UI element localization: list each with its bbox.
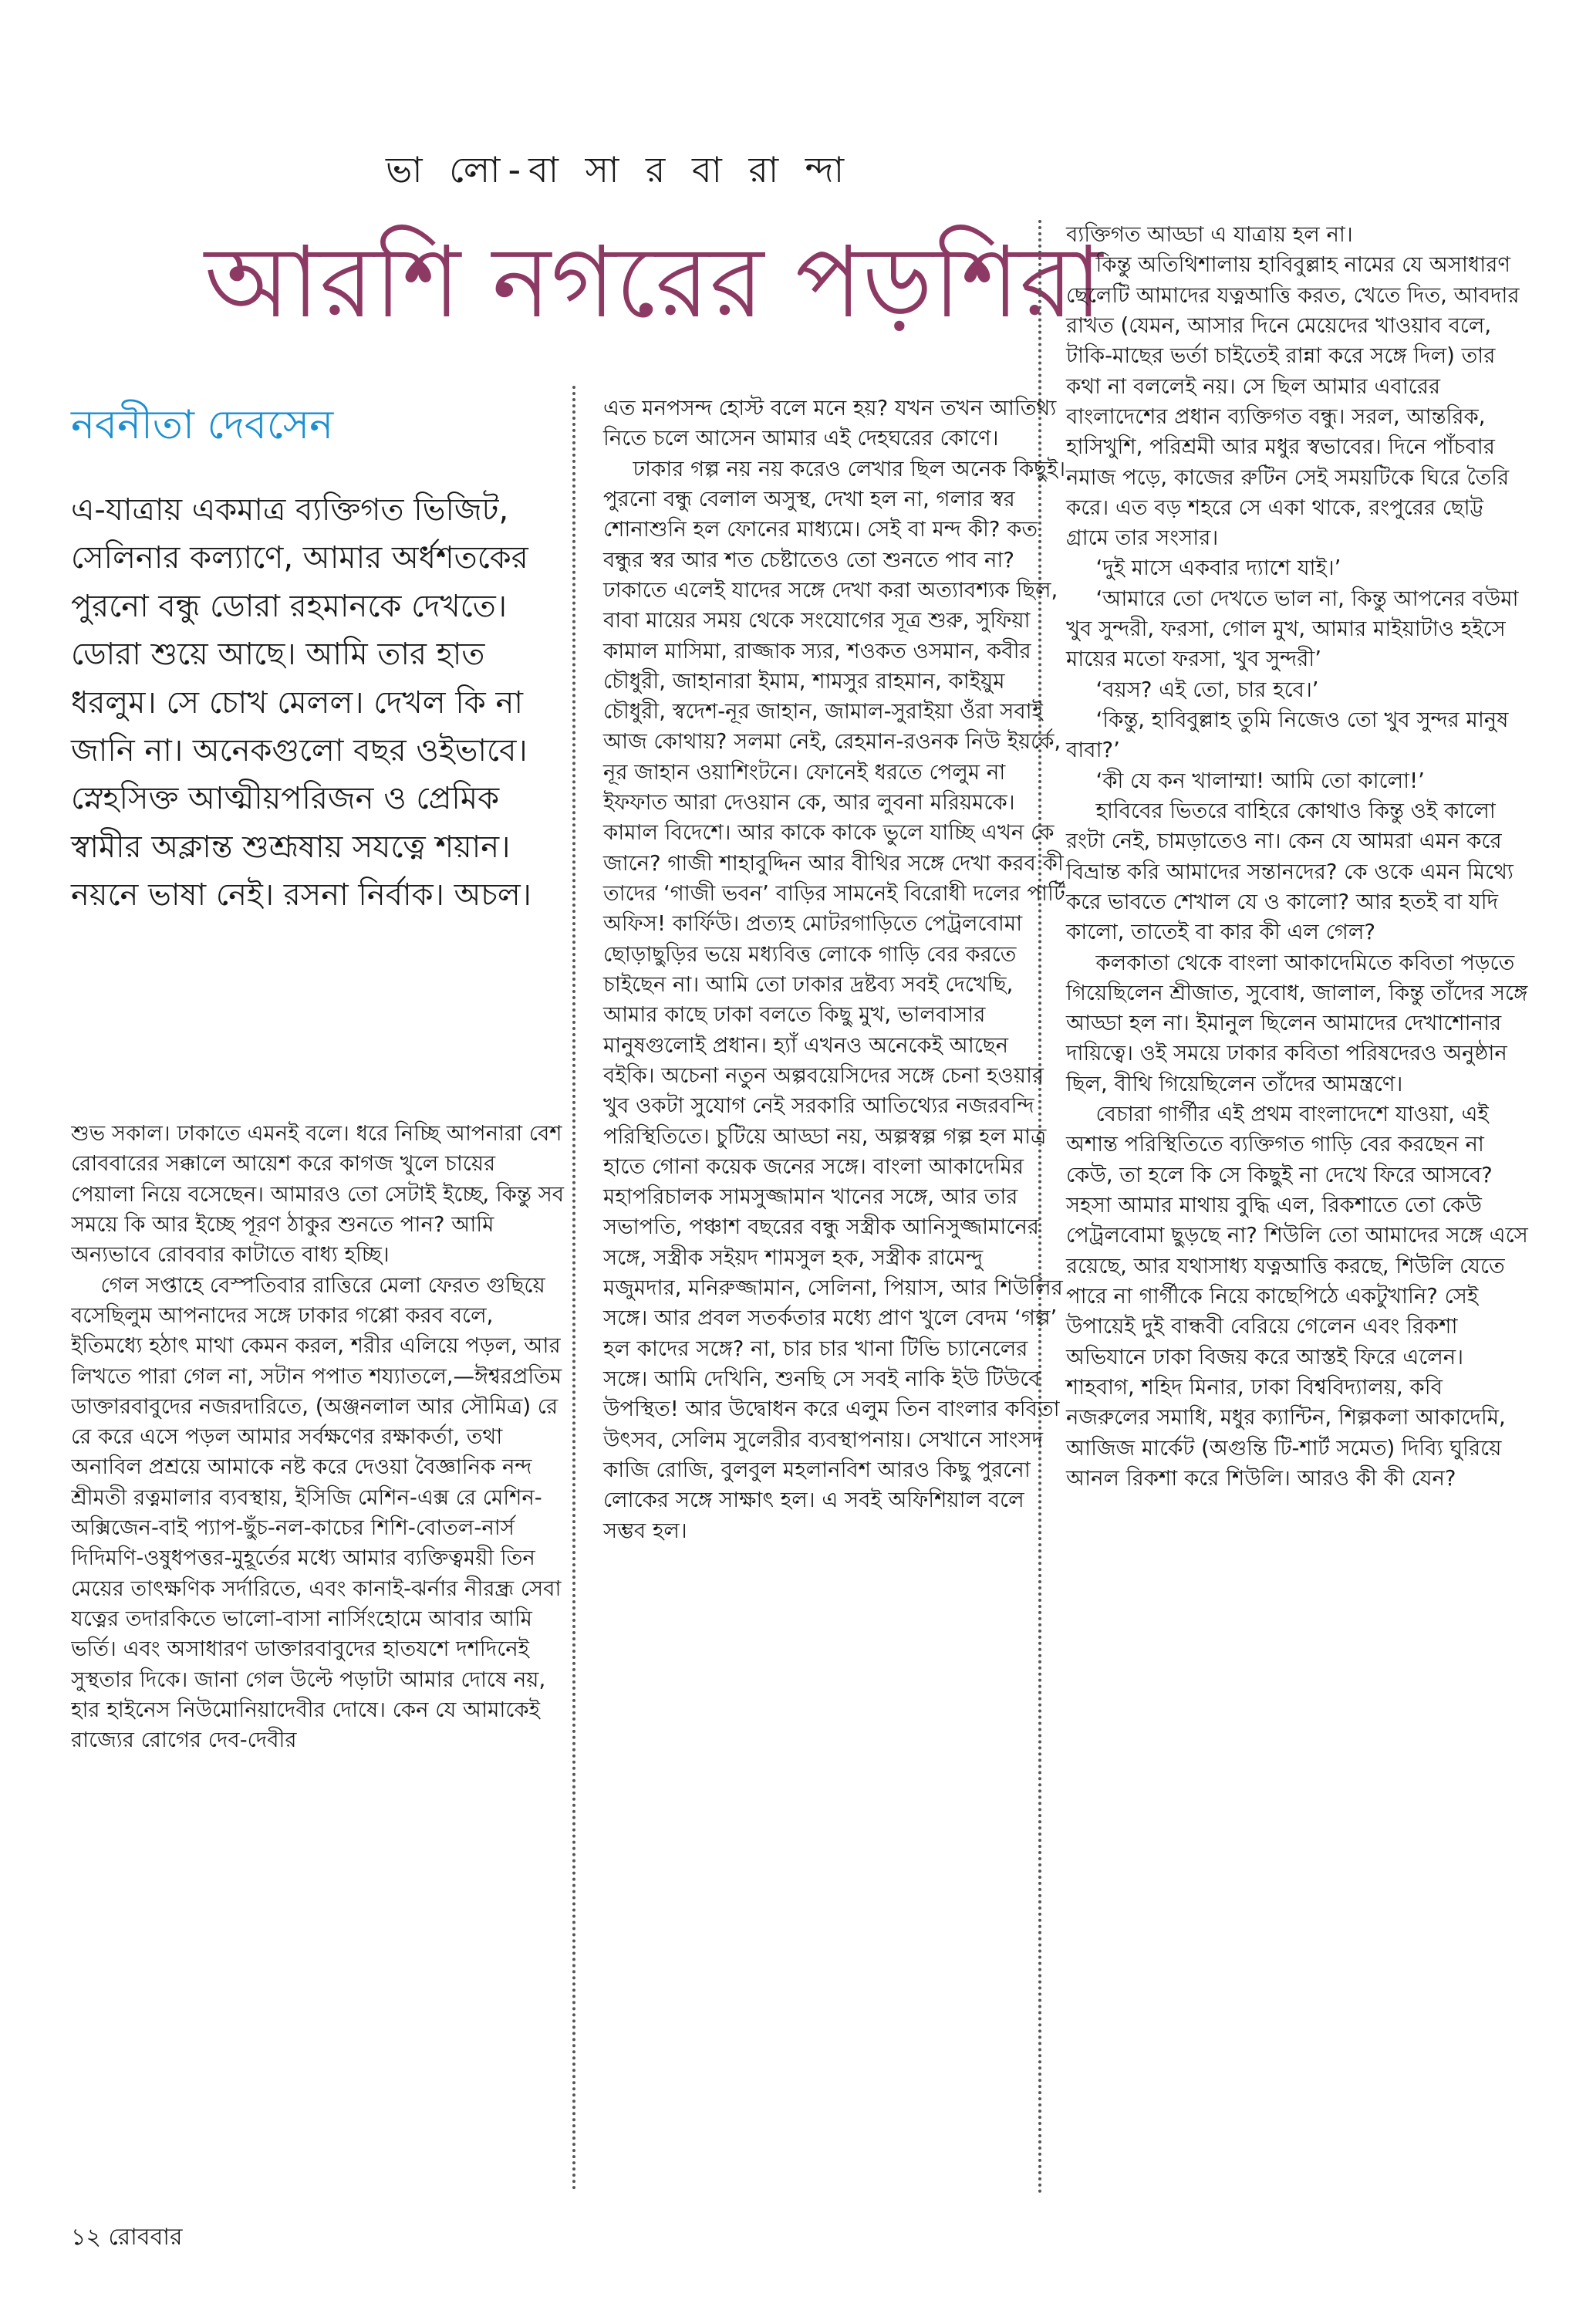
body-paragraph: ‘বয়স? এই তো, চার হবে।’ bbox=[1095, 677, 1319, 702]
body-paragraph: বেচারা গার্গীর এই প্রথম বাংলাদেশে যাওয়া, এই অশান্ত পরিস্থিতিতে ব্যক্তিগত গাড়ি বের করছেন না কেউ, তা হলে কি সে কিছুই না দেখে ফিরে আসবে? সহসা আমার মাথায় বুদ্ধি এল, রিকশাতে তো কেউ পেট্রলবোমা ছুড়ছে না? শিউলি তো আমাদের সঙ্গে এসে রয়েছে, আর যথাসাধ্য যত্নআত্তি করছে, শিউলি যেতে পারে না গার্গীকে নিয়ে কাছেপিঠে একটুখানি? সেই উপায়েই দুই বান্ধবী বেরিয়ে গেলেন এবং রিকশা অভিযানে ঢাকা বিজয় করে আস্তই ফিরে এলেন। শাহবাগ, শহিদ মিনার, ঢাকা বিশ্ববিদ্যালয়, কবি নজরুলের সমাধি, মধুর ক্যান্টিন, শিল্পকলা আকাদেমি, আজিজ মার্কেট (অগুন্তি টি-শার্ট সমেত) দিব্যি ঘুরিয়ে আনল রিকশা করে শিউলি। আরও কী কী যেন? bbox=[1066, 1102, 1528, 1491]
body-paragraph: গেল সপ্তাহে বেস্পতিবার রাত্তিরে মেলা ফেরত গুছিয়ে বসেছিলুম আপনাদের সঙ্গে ঢাকার গপ্পো করব বলে, ইতিমধ্যে হঠাৎ মাথা কেমন করল, শরীর এলিয়ে পড়ল, আর লিখতে পারা গেল না, সটান পপাত শয্যাতলে,—ঈশ্বরপ্রতিম ডাক্তারবাবুদের নজরদারিতে, (অঞ্জনলাল আর সৌমিত্র) রে রে করে এসে পড়ল আমার সর্বক্ষণের রক্ষাকর্তা, তথা অনাবিল প্রশ্রয়ে আমাকে নষ্ট করে দেওয়া বৈজ্ঞানিক নন্দ শ্রীমতী রত্নমালার ব্যবস্থায়, ইসিজি মেশিন-এক্স রে মেশিন-অক্সিজেন-বাই প্যাপ-ছুঁচ-নল-কাচের শিশি-বোতল-নার্স দিদিমণি-ওষুধপত্তর-মুহূর্তের মধ্যে আমার ব্যক্তিত্বময়ী তিন মেয়ের তাৎক্ষণিক সর্দারিতে, এবং কানাই-ঝর্নার নীরন্ধ্র সেবা যত্নের তদারকিতে ভালো-বাসা নার্সিংহোমে আবার আমি ভর্তি। এবং অসাধারণ ডাক্তারবাবুদের হাতযশে দশদিনেই সুস্থতার দিকে। জানা গেল উল্টে পড়াটা আমার দোষে নয়, হার হাইনেস নিউমোনিয়াদেবীর দোষে। কেন যে আমাকেই রাজ্যের রোগের দেব-দেবীর bbox=[71, 1272, 562, 1753]
column-divider bbox=[572, 386, 575, 2191]
body-paragraph: ব্যক্তিগত আড্ডা এ যাত্রায় হল না। bbox=[1066, 222, 1353, 247]
body-paragraph: কলকাতা থেকে বাংলা আকাদেমিতে কবিতা পড়তে গিয়েছিলেন শ্রীজাত, সুবোধ, জালাল, কিন্তু তাঁদের সঙ্গে আড্ডা হল না। ইমানুল ছিলেন আমাদের দেখাশোনার দায়িত্বে। ওই সময়ে ঢাকার কবিতা পরিষদেরও অনুষ্ঠান ছিল, বীথি গিয়েছিলেন তাঁদের আমন্ত্রণে। bbox=[1066, 950, 1528, 1096]
body-paragraph: ঢাকার গল্প নয় নয় করেও লেখার ছিল অনেক কিছুই। পুরনো বন্ধু বেলাল অসুস্থ, দেখা হল না, গলার স্বর শোনাশুনি হল ফোনের মাধ্যমে। সেই বা মন্দ কী? কত বন্ধুর স্বর আর শত চেষ্টাতেও তো শুনতে পাব না? ঢাকাতে এলেই যাদের সঙ্গে দেখা করা অত্যাবশ্যক ছিল, বাবা মায়ের সময় থেকে সংযোগের সূত্র শুরু, সুফিয়া কামাল মাসিমা, রাজ্জাক স্যর, শওকত ওসমান, কবীর চৌধুরী, জাহানারা ইমাম, শামসুর রাহমান, কাইয়ুম চৌধুরী, স্বদেশ-নূর জাহান, জামাল-সুরাইয়া ওঁরা সবাই আজ কোথায়? সলমা নেই, রেহমান-রওনক নিউ ইয়র্কে, নূর জাহান ওয়াশিংটনে। ফোনেই ধরতে পেলুম না ইফফাত আরা দেওয়ান কে, আর লুবনা মরিয়মকে। কামাল বিদেশে। আর কাকে কাকে ভুলে যাচ্ছি এখন কে জানে? গাজী শাহাবুদ্দিন আর বীথির সঙ্গে দেখা করব কী তাদের ‘গাজী ভবন’ বাড়ির সামনেই বিরোধী দলের পার্টি অফিস! কার্ফিউ। প্রত্যহ মোটরগাড়িতে পেট্রলবোমা ছোড়াছুড়ির ভয়ে মধ্যবিত্ত লোকে গাড়ি বের করতে চাইছেন না। আমি তো ঢাকার দ্রষ্টব্য সবই দেখেছি, আমার কাছে ঢাকা বলতে কিছু মুখ, ভালবাসার মানুষগুলোই প্রধান। হ্যাঁ এখনও অনেকেই আছেন বইকি। অচেনা নতুন অল্পবয়েসিদের সঙ্গে চেনা হওয়ার খুব ওকটা সুযোগ নেই সরকারি আতিথ্যের নজরবন্দি পরিস্থিতিতে। চুটিয়ে আড্ডা নয়, অল্পস্বল্প গল্প হল মাত্র হাতে গোনা কয়েক জনের সঙ্গে। বাংলা আকাদেমির মহাপরিচালক সামসুজ্জামান খানের সঙ্গে, আর তার সভাপতি, পঞ্চাশ বছরের বন্ধু সস্ত্রীক আনিসুজ্জামানের সঙ্গে, সস্ত্রীক সইয়দ শামসুল হক, সস্ত্রীক রামেন্দু মজুমদার, মনিরুজ্জামান, সেলিনা, পিয়াস, আর শিউলির সঙ্গে। আর প্রবল সতর্কতার মধ্যে প্রাণ খুলে বেদম ‘গল্প’ হল কাদের সঙ্গে? না, চার চার খানা টিভি চ্যানেলের সঙ্গে। আমি দেখিনি, শুনছি সে সবই নাকি ইউ টিউবে উপস্থিত! আর উদ্বোধন করে এলুম তিন বাংলার কবিতা উৎসব, সেলিম সুলেরীর ব্যবস্থাপনায়। সেখানে সাংসদ কাজি রোজি, বুলবুল মহলানবিশ আরও কিছু পুরনো লোকের সঙ্গে সাক্ষাৎ হল। এ সবই অফিশিয়াল বলে সম্ভব হল। bbox=[603, 456, 1066, 1543]
body-paragraph: ‘কিন্তু, হাবিবুল্লাহ তুমি নিজেও তো খুব সুন্দর মানুষ বাবা?’ bbox=[1066, 708, 1509, 763]
body-column-3 bbox=[1051, 220, 1529, 2211]
intro-paragraph: এ-যাত্রায় একমাত্র ব্যক্তিগত ভিজিট, সেলিনার কল্যাণে, আমার অর্ধশতকের পুরনো বন্ধু ডোরা রহমানকে দেখতে। ডোরা শুয়ে আছে। আমি তার হাত ধরলুম। সে চোখ মেলল। দেখল কি না জানি না। অনেকগুলো বছর ওইভাবে। স্নেহসিক্ত আত্মীয়পরিজন ও প্রেমিক স্বামীর অক্লান্ত শুশ্রূষায় সযত্নে শয়ান। নয়নে ভাষা নেই। রসনা নির্বাক। অচল। bbox=[71, 492, 532, 914]
body-paragraph: কিন্তু অতিথিশালায় হাবিবুল্লাহ নামের যে অসাধারণ ছেলেটি আমাদের যত্নআত্তি করত, খেতে দিত, আবদার রাখত (যেমন, আসার দিনে মেয়েদের খাওয়াব বলে, টাকি-মাছের ভর্তা চাইতেই রান্না করে সঙ্গে দিল) তার কথা না বললেই নয়। সে ছিল আমার এবারের বাংলাদেশের প্রধান ব্যক্তিগত বন্ধু। সরল, আন্তরিক, হাসিখুশি, পরিশ্রমী আর মধুর স্বভাবের। দিনে পাঁচবার নমাজ পড়ে, কাজের রুটিন সেই সময়টিকে ঘিরে তৈরি করে। এত বড় শহরে সে একা থাকে, রংপুরের ছোট্ট গ্রামে তার সংসার। bbox=[1066, 252, 1520, 551]
body-paragraph: ‘কী যে কন খালাম্মা! আমি তো কালো!’ bbox=[1095, 768, 1425, 793]
headline: আরশি নগরের পড়শিরা bbox=[204, 225, 1103, 340]
body-paragraph: ‘দুই মাসে একবার দ্যাশে যাই।’ bbox=[1095, 556, 1341, 581]
body-paragraph: শুভ সকাল। ঢাকাতে এমনই বলে। ধরে নিচ্ছি আপনারা বেশ রোববারের সক্কালে আয়েশ করে কাগজ খুলে চায়ের পেয়ালা নিয়ে বসেছেন। আমারও তো সেটাই ইচ্ছে, কিন্তু সব সময়ে কি আর ইচ্ছে পূরণ ঠাকুর শুনতে পান? আমি অন্যভাবে রোববার কাটাতে বাধ্য হচ্ছি। bbox=[71, 1121, 565, 1268]
body-paragraph: হাবিবের ভিতরে বাহিরে কোথাও কিন্তু ওই কালো রংটা নেই, চামড়াতেও না। কেন যে আমরা এমন করে বিভ্রান্ত করি আমাদের সন্তানদের? কে ওকে এমন মিথ্যে করে ভাবতে শেখাল যে ও কালো? আর হতই বা যদি কালো, তাতেই বা কার কী এল গেল? bbox=[1066, 798, 1514, 945]
author-byline: নবনীতা দেবসেন bbox=[71, 402, 334, 448]
body-column-2 bbox=[588, 394, 1066, 2195]
body-paragraph: ‘আমারে তো দেখতে ভাল না, কিন্তু আপনের বউমা খুব সুন্দরী, ফরসা, গোল মুখ, আমার মাইয়াটাও হইসে মায়ের মতো ফরসা, খুব সুন্দরী’ bbox=[1066, 586, 1519, 672]
body-column-1 bbox=[71, 1119, 565, 2195]
body-paragraph: এত মনপসন্দ হোস্ট বলে মনে হয়? যখন তখন আতিথ্য নিতে চলে আসেন আমার এই দেহঘরের কোণে। bbox=[603, 396, 1057, 451]
section-label: ভা লো-বা সা র বা রা ন্দা bbox=[386, 149, 852, 191]
page-folio: ১২ রোববার bbox=[71, 2224, 183, 2251]
